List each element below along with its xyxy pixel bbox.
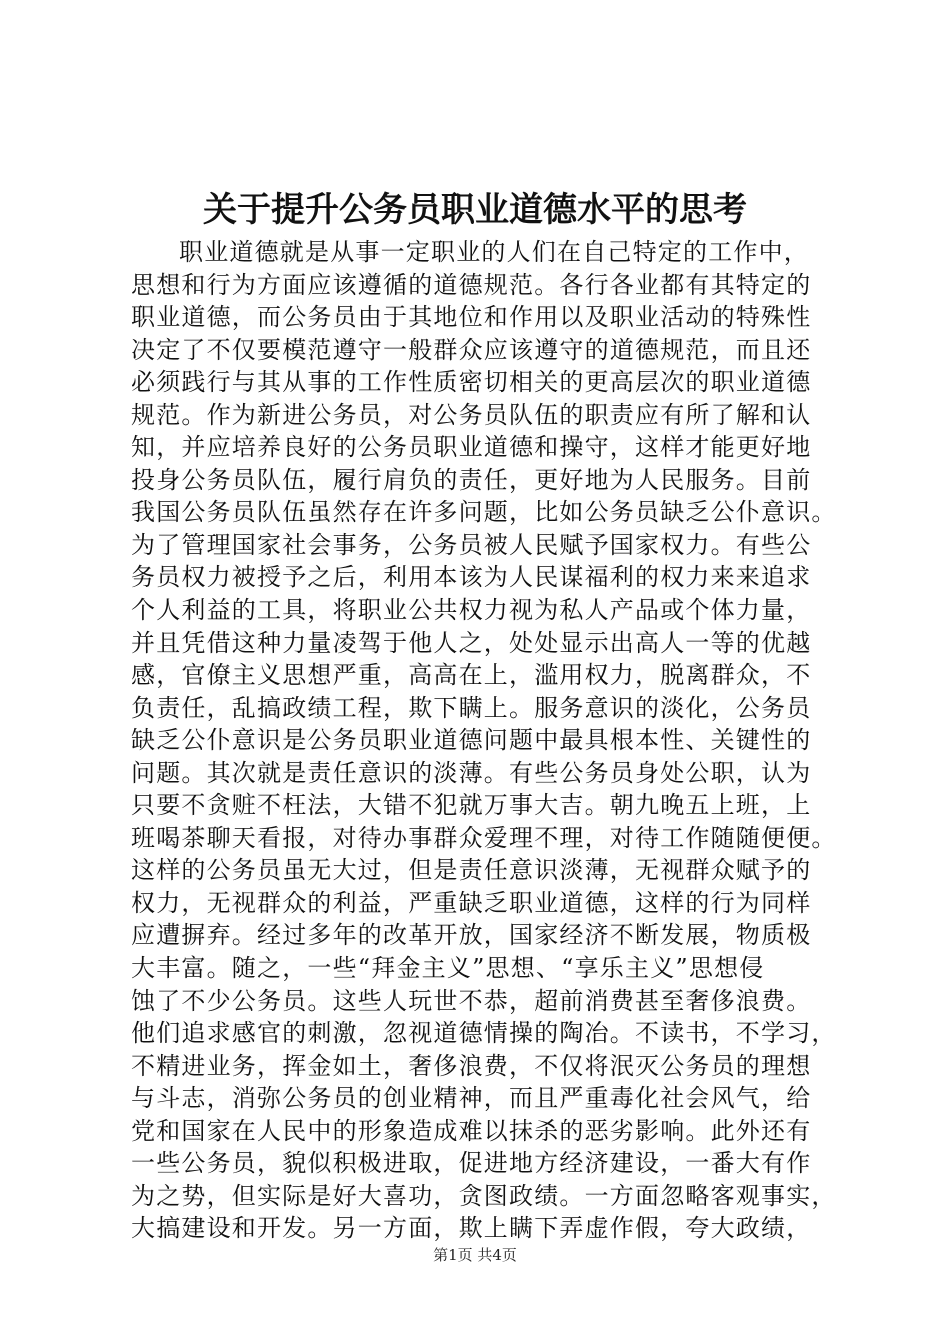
body-text-line: 班喝茶聊天看报，对待办事群众爱理不理，对待工作随随便便。: [131, 823, 837, 852]
body-text-line: 规范。作为新进公务员，对公务员队伍的职责应有所了解和认: [131, 400, 812, 429]
body-text-line: 我国公务员队伍虽然存在许多问题，比如公务员缺乏公仆意识。: [131, 498, 837, 527]
body-text-line: 投身公务员队伍，履行肩负的责任，更好地为人民服务。目前: [131, 465, 812, 494]
document-title: 关于提升公务员职业道德水平的思考: [203, 190, 747, 230]
body-text-line: 不精进业务，挥金如土，奢侈浪费，不仅将泯灭公务员的理想: [131, 1051, 812, 1080]
body-text-line: 并且凭借这种力量凌驾于他人之，处处显示出高人一等的优越: [131, 628, 812, 657]
page-footer: 第1页 共4页: [433, 1246, 517, 1264]
body-text-line: 权力，无视群众的利益，严重缺乏职业道德，这样的行为同样: [131, 888, 812, 917]
body-text-line: 党和国家在人民中的形象造成难以抹杀的恶劣影响。此外还有: [131, 1116, 812, 1145]
body-text-line: 大搞建设和开发。另一方面，欺上瞒下弄虚作假，夸大政绩，: [131, 1214, 812, 1243]
body-text-line: 问题。其次就是责任意识的淡薄。有些公务员身处公职，认为: [131, 758, 812, 787]
body-text-line: 负责任，乱搞政绩工程，欺下瞒上。服务意识的淡化，公务员: [131, 693, 812, 722]
body-text-line: 必须践行与其从事的工作性质密切相关的更高层次的职业道德: [131, 368, 812, 397]
body-text-line: 大丰富。随之，一些“拜金主义”思想、“享乐主义”思想侵: [131, 954, 765, 983]
body-text-line: 感，官僚主义思想严重，高高在上，滥用权力，脱离群众，不: [131, 661, 812, 690]
body-text-line: 蚀了不少公务员。这些人玩世不恭，超前消费甚至奢侈浪费。: [131, 986, 812, 1015]
body-text-line: 一些公务员，貌似积极进取，促进地方经济建设，一番大有作: [131, 1149, 812, 1178]
body-text-line: 知，并应培养良好的公务员职业道德和操守，这样才能更好地: [131, 433, 812, 462]
document-body: [131, 236, 837, 1245]
body-text-line: 务员权力被授予之后，利用本该为人民谋福利的权力来来追求: [131, 563, 812, 592]
body-text-line: 这样的公务员虽无大过，但是责任意识淡薄，无视群众赋予的: [131, 856, 812, 885]
body-text-line: 职业道德，而公务员由于其地位和作用以及职业活动的特殊性: [131, 303, 812, 332]
body-text-line: 职业道德就是从事一定职业的人们在自己特定的工作中，: [179, 238, 809, 266]
body-text-line: 思想和行为方面应该遵循的道德规范。各行各业都有其特定的: [131, 270, 812, 299]
body-text-line: 为了管理国家社会事务，公务员被人民赋予国家权力。有些公: [131, 530, 812, 559]
body-text-line: 他们追求感官的刺激，忽视道德情操的陶冶。不读书，不学习，: [131, 1019, 837, 1048]
body-text-line: 只要不贪赃不枉法，大错不犯就万事大吉。朝九晚五上班，上: [131, 791, 812, 820]
body-text-line: 应遭摒弃。经过多年的改革开放，国家经济不断发展，物质极: [131, 921, 812, 950]
body-text-line: 决定了不仅要模范遵守一般群众应该遵守的道德规范，而且还: [131, 335, 812, 364]
body-text-line: 个人利益的工具，将职业公共权力视为私人产品或个体力量，: [131, 596, 812, 625]
body-text-line: 为之势，但实际是好大喜功，贪图政绩。一方面忽略客观事实，: [131, 1181, 837, 1210]
body-text-line: 缺乏公仆意识是公务员职业道德问题中最具根本性、关键性的: [131, 726, 812, 755]
body-text-line: 与斗志，消弥公务员的创业精神，而且严重毒化社会风气，给: [131, 1084, 812, 1113]
